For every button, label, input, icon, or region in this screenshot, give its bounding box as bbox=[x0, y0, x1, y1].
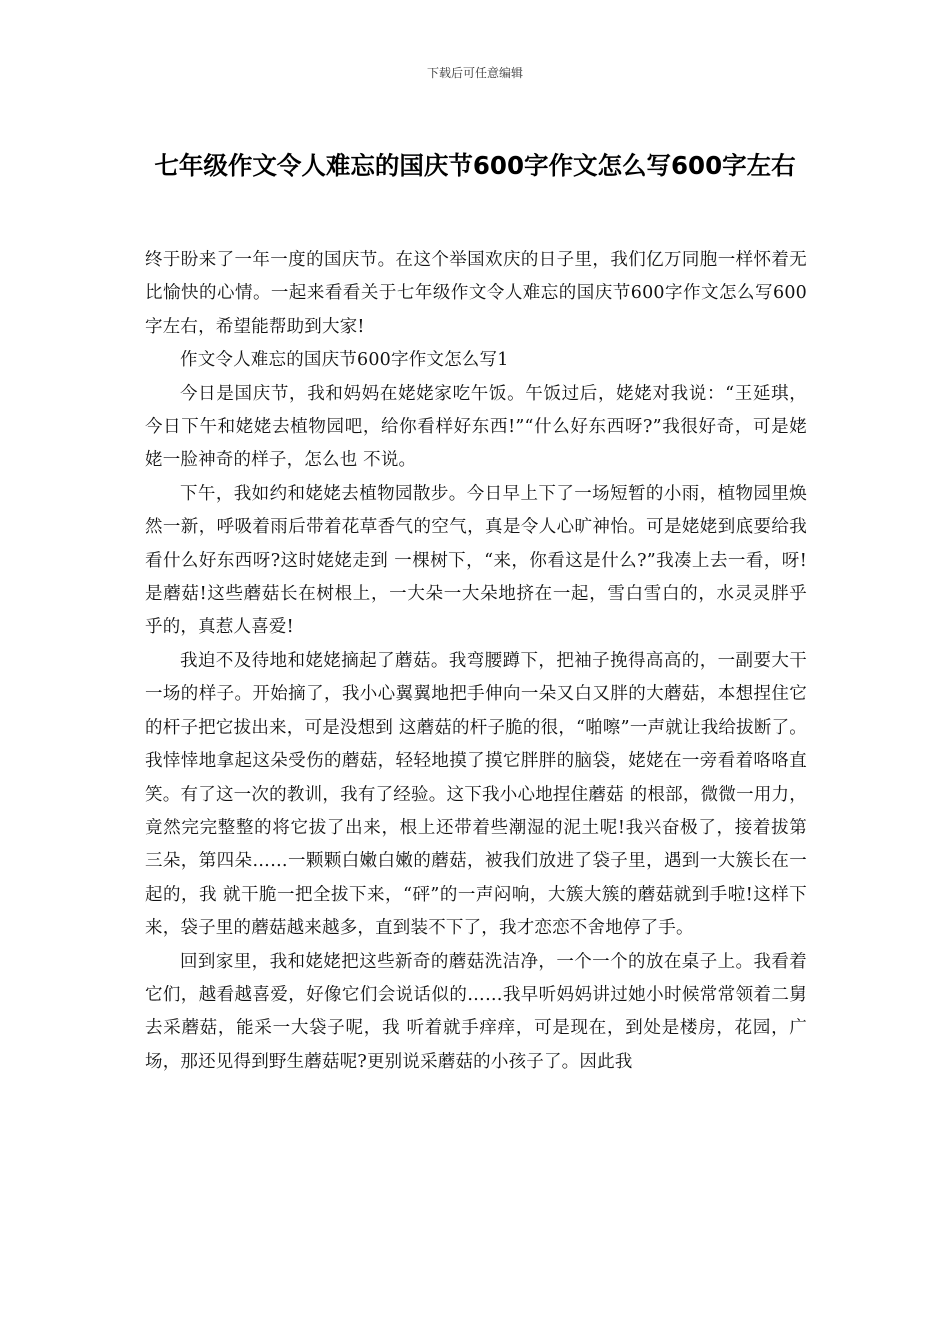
body-paragraph-1: 今日是国庆节，我和妈妈在姥姥家吃午饭。午饭过后，姥姥对我说：“王延琪，今日下午和姥姥去植物园吧，给你看样好东西!”“什么好东西呀?”我很好奇，可是姥姥一脸神奇的样子，怎么也 不说。 bbox=[145, 383, 807, 471]
document-body bbox=[145, 244, 807, 1079]
intro-paragraph: 终于盼来了一年一度的国庆节。在这个举国欢庆的日子里，我们亿万同胞一样怀着无比愉快的心情。一起来看看关于七年级作文令人难忘的国庆节600字作文怎么写600字左右，希望能帮助到大家! bbox=[145, 250, 807, 337]
section-heading: 作文令人难忘的国庆节600字作文怎么写1 bbox=[180, 350, 509, 371]
page-header-note: 下载后可任意编辑 bbox=[426, 66, 523, 80]
body-paragraph-3: 我迫不及待地和姥姥摘起了蘑菇。我弯腰蹲下，把袖子挽得高高的，一副要大干一场的样子。开始摘了，我小心翼翼地把手伸向一朵又白又胖的大蘑菇，本想捏住它的杆子把它拔出来，可是没想到 这蘑菇的杆子脆的很，“啪嚓”一声就让我给拔断了。我悻悻地拿起这朵受伤的蘑菇，轻轻地摸了摸它胖胖的脑袋，姥姥在一旁看着咯咯直笑。有了这一次的教训，我有了经验。这下我小心地捏住蘑菇 的根部，微微一用力，竟然完完整整的将它拔了出来，根上还带着些潮湿的泥土呢!我兴奋极了，接着拔第三朵，第四朵……一颗颗白嫩白嫩的蘑菇，被我们放进了袋子里，遇到一大簇长在一起的，我 就干脆一把全拔下来，“砰”的一声闷响，大簇大簇的蘑菇就到手啦!这样下来，袋子里的蘑菇越来越多，直到装不下了，我才恋恋不舍地停了手。 bbox=[145, 650, 807, 939]
body-paragraph-2: 下午，我如约和姥姥去植物园散步。今日早上下了一场短暂的小雨，植物园里焕然一新，呼吸着雨后带着花草香气的空气，真是令人心旷神怡。可是姥姥到底要给我看什么好东西呀?这时姥姥走到 一棵树下，“来，你看这是什么?”我凑上去一看，呀!是蘑菇!这些蘑菇长在树根上，一大朵一大朵地挤在一起，雪白雪白的，水灵灵胖乎乎的，真惹人喜爱! bbox=[145, 483, 807, 638]
body-paragraph-4: 回到家里，我和姥姥把这些新奇的蘑菇洗洁净，一个一个的放在桌子上。我看着它们，越看越喜爱，好像它们会说话似的……我早听妈妈讲过她小时候常常领着二舅去采蘑菇，能采一大袋子呢，我 听着就手痒痒，可是现在，到处是楼房，花园，广场，那还见得到野生蘑菇呢?更别说采蘑菇的小孩子了。因此我 bbox=[145, 951, 807, 1072]
document-title: 七年级作文令人难忘的国庆节600字作文怎么写600字左右 bbox=[154, 151, 796, 180]
